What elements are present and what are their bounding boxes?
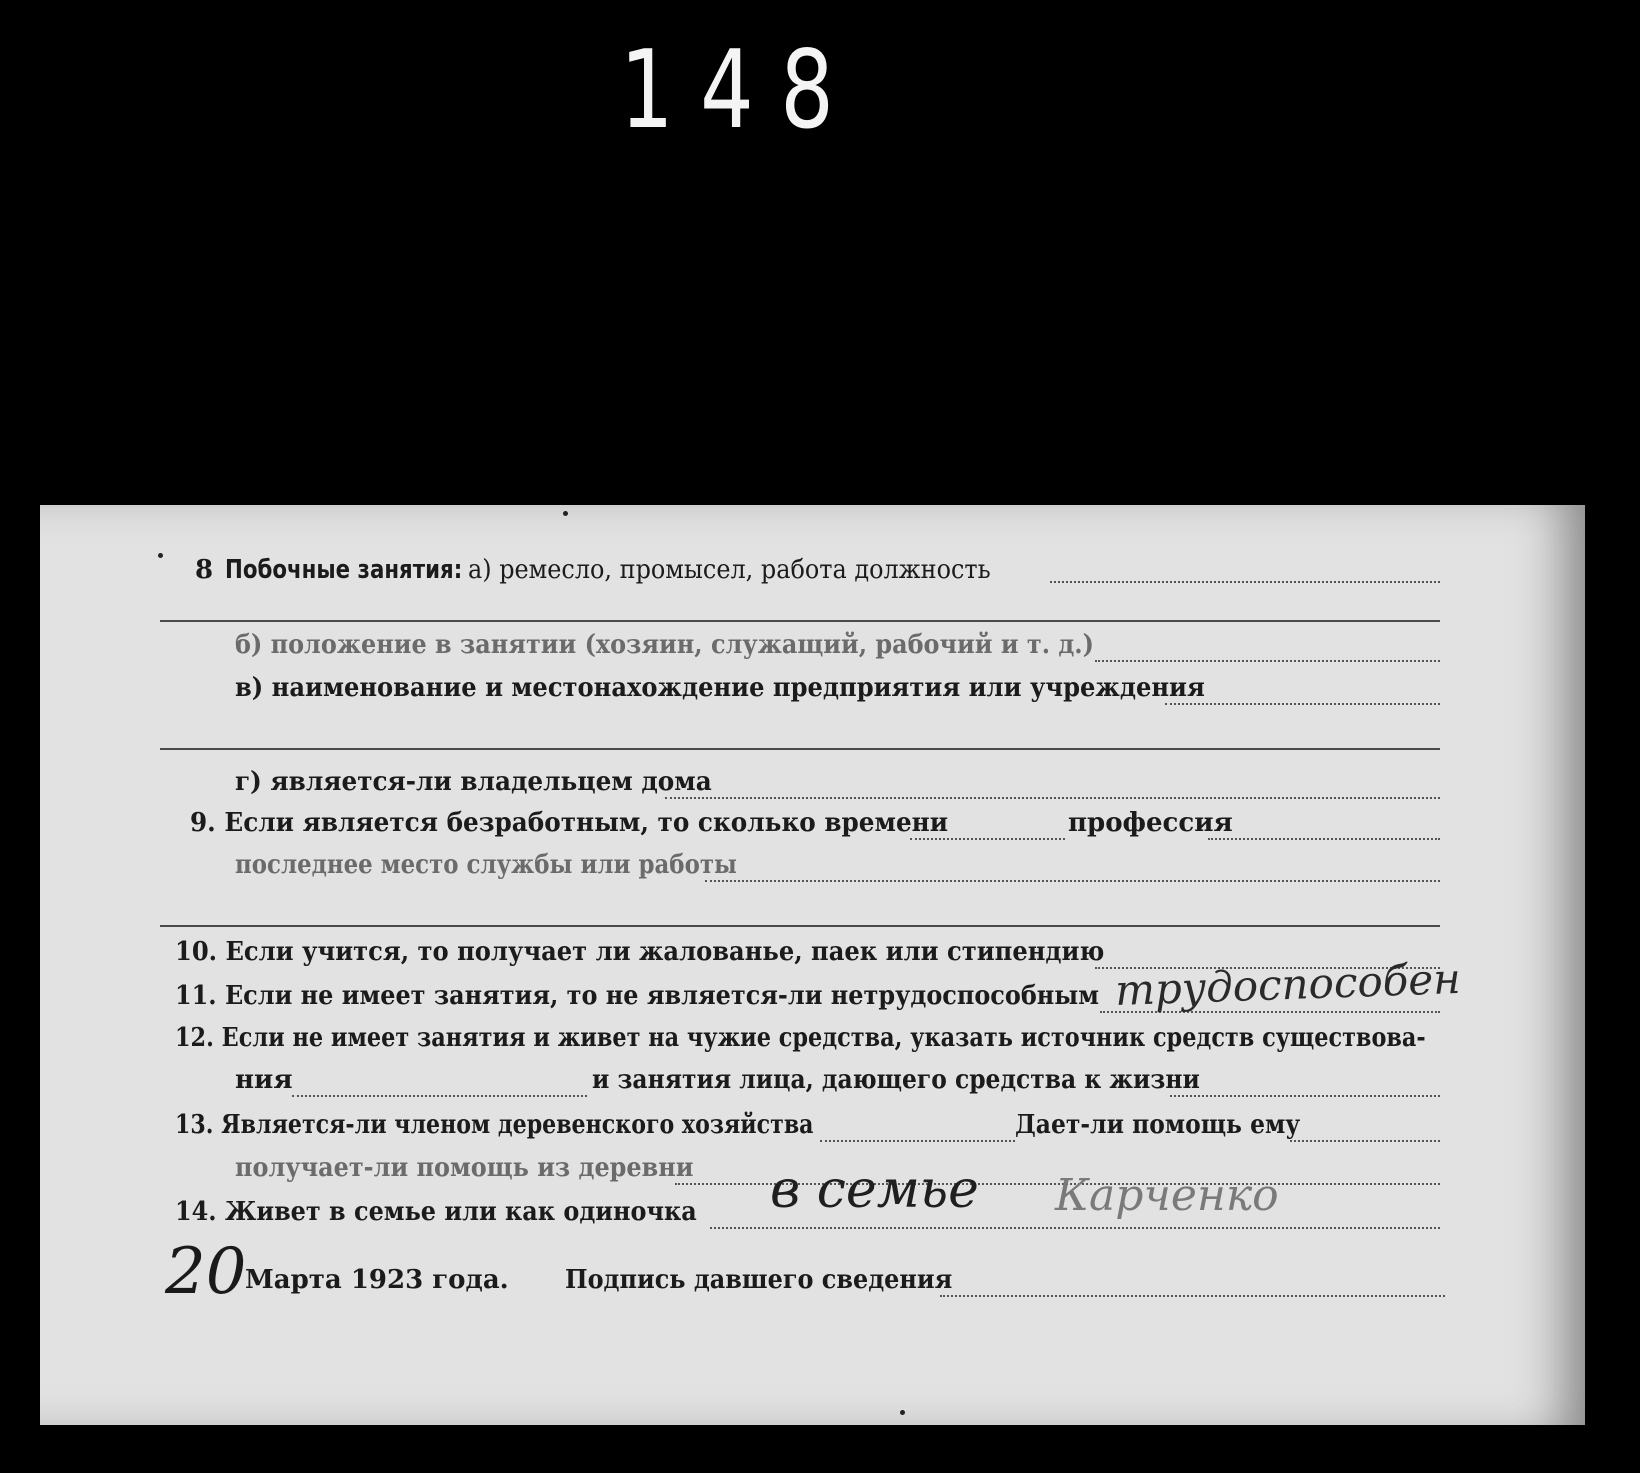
q8-a-field xyxy=(1050,581,1440,583)
q13-member-field xyxy=(820,1140,1015,1142)
q9-last-place-field xyxy=(705,880,1440,882)
q12-cont-start: ния xyxy=(235,1065,293,1095)
q10-label: 10. Если учится, то получает ли жалованье, паек или стипендию xyxy=(175,937,1105,967)
q8-v-field xyxy=(1165,703,1440,705)
q11-handwritten-answer: трудоспособен xyxy=(1114,953,1462,1016)
footer-date-text: Марта 1923 года. xyxy=(245,1265,509,1295)
q8-b-label: б) положение в занятии (хозяин, служащий, рабочий и т. д.) xyxy=(235,630,1094,660)
q9-label: 9. Если является безработным, то сколько времени xyxy=(190,808,949,838)
ink-speck xyxy=(563,511,568,516)
q8-g-field xyxy=(665,797,1440,799)
q13-help-receive-label: получает-ли помощь из деревни xyxy=(235,1153,694,1183)
footer-day-handwritten: 20 xyxy=(165,1235,247,1309)
q14-label: 14. Живет в семье или как одиночка xyxy=(175,1197,697,1227)
q12-source-field xyxy=(292,1095,587,1097)
q14-handwritten-answer-1: в семье xyxy=(770,1160,979,1220)
q14-field xyxy=(710,1227,1440,1229)
footer-signature-label: Подпись давшего сведения xyxy=(565,1265,953,1295)
q12-label: 12. Если не имеет занятия и живет на чужие средства, указать источник средств существова- xyxy=(175,1023,1426,1053)
q8-b-field xyxy=(1095,660,1440,662)
q13-help-give-field xyxy=(1290,1140,1440,1142)
q8-v-label: в) наименование и местонахождение предприятия или учреждения xyxy=(235,673,1205,703)
q8-g-label: г) является-ли владельцем дома xyxy=(235,767,712,797)
ink-speck xyxy=(900,1410,905,1415)
q9-time-field xyxy=(910,838,1065,840)
footer-signature-field xyxy=(940,1295,1445,1297)
q9-last-place-label: последнее место службы или работы xyxy=(235,850,737,880)
questionnaire-card xyxy=(40,505,1585,1425)
q11-label: 11. Если не имеет занятия, то не является-ли нетрудоспособным xyxy=(175,981,1100,1011)
ink-speck xyxy=(158,553,163,558)
q8-a-label: а) ремесло, промысел, работа должность xyxy=(468,555,991,585)
q12-person-field xyxy=(1170,1095,1440,1097)
q8-v-continuation-line xyxy=(160,748,1440,750)
frame-number: 148 xyxy=(620,28,861,153)
q8-a-continuation-line xyxy=(160,620,1440,622)
q8-number: 8 xyxy=(195,555,214,585)
q9-continuation-line xyxy=(160,925,1440,927)
q9-profession-label: профессия xyxy=(1068,808,1233,838)
q9-profession-field xyxy=(1208,838,1440,840)
q12-cont-end: и занятия лица, дающего средства к жизни xyxy=(592,1065,1200,1095)
q8-title: Побочные занятия: xyxy=(225,555,463,585)
q14-handwritten-answer-2: Карченко xyxy=(1055,1170,1279,1221)
q13-label: 13. Является-ли членом деревенского хозяйства xyxy=(175,1110,814,1140)
q13-help-give-label: Дает-ли помощь ему xyxy=(1015,1110,1301,1140)
